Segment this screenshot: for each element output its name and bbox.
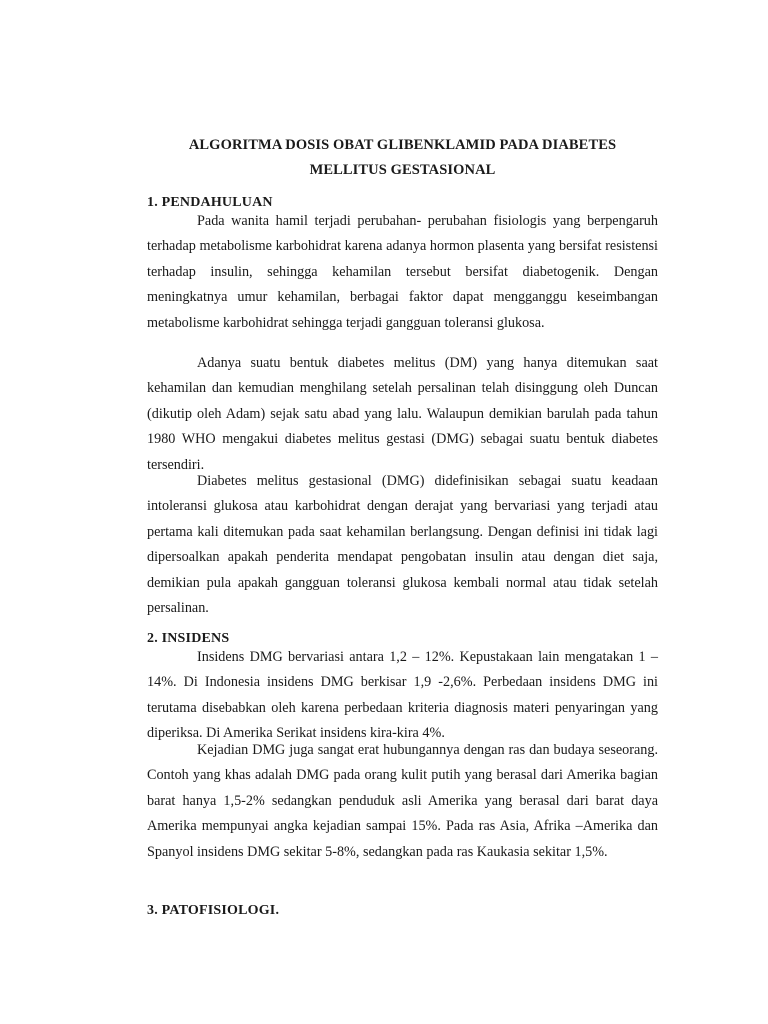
title-line-2: MELLITUS GESTASIONAL — [309, 162, 496, 178]
paragraph-1-2: Adanya suatu bentuk diabetes melitus (DM) yang hanya ditemukan saat kehamilan dan kemudian menghilang setelah persalinan telah disinggung oleh Duncan (dikutip oleh Adam) sejak satu abad yang lalu. Walaupun demikian barulah pada tahun 1980 WHO mengakui diabetes melitus gestasi (DMG) sebagai suatu bentuk diabetes tersendiri. — [147, 355, 658, 473]
section-heading-pendahuluan: 1. PENDAHULUAN — [147, 195, 273, 210]
paragraph-2-2: Kejadian DMG juga sangat erat hubungannya dengan ras dan budaya seseorang. Contoh yang khas adalah DMG pada orang kulit putih yang berasal dari Amerika bagian barat hanya 1,5-2% sedangkan penduduk asli Amerika yang berasal dari barat daya Amerika mempunyai angka kejadian sampai 15%. Pada ras Asia, Afrika –Amerika dan Spanyol insidens DMG sekitar 5-8%, sedangkan pada ras Kaukasia sekitar 1,5%. — [147, 742, 658, 860]
paragraph-1-3: Diabetes melitus gestasional (DMG) didefinisikan sebagai suatu keadaan intoleransi glukosa atau karbohidrat dengan derajat yang bervariasi yang terjadi atau pertama kali ditemukan pada saat kehamilan berlangsung. Dengan definisi ini tidak lagi dipersoalkan apakah penderita mendapat pengobatan insulin atau dengan diet saja, demikian pula apakah gangguan toleransi glukosa kembali normal atau tidak setelah persalinan. — [147, 473, 658, 617]
document-title — [147, 133, 658, 183]
paragraph-1-1: Pada wanita hamil terjadi perubahan- perubahan fisiologis yang berpengaruh terhadap metabolisme karbohidrat karena adanya hormon plasenta yang bersifat resistensi terhadap insulin, sehingga kehamilan tersebut bersifat diabetogenik. Dengan meningkatnya umur kehamilan, berbagai faktor dapat mengganggu keseimbangan metabolisme karbohidrat sehingga terjadi gangguan toleransi glukosa. — [147, 213, 658, 331]
section-heading-insidens: 2. INSIDENS — [147, 631, 230, 646]
title-line-1: ALGORITMA DOSIS OBAT GLIBENKLAMID PADA DIABETES — [188, 137, 617, 153]
section-heading-patofisiologi: 3. PATOFISIOLOGI. — [147, 903, 280, 918]
paragraph-2-1: Insidens DMG bervariasi antara 1,2 – 12%. Kepustakaan lain mengatakan 1 – 14%. Di Indonesia insidens DMG berkisar 1,9 -2,6%. Perbedaan insidens DMG ini terutama disebabkan oleh karena perbedaan kriteria diagnosis materi penyaringan yang diperiksa. Di Amerika Serikat insidens kira-kira 4%. — [147, 649, 658, 742]
